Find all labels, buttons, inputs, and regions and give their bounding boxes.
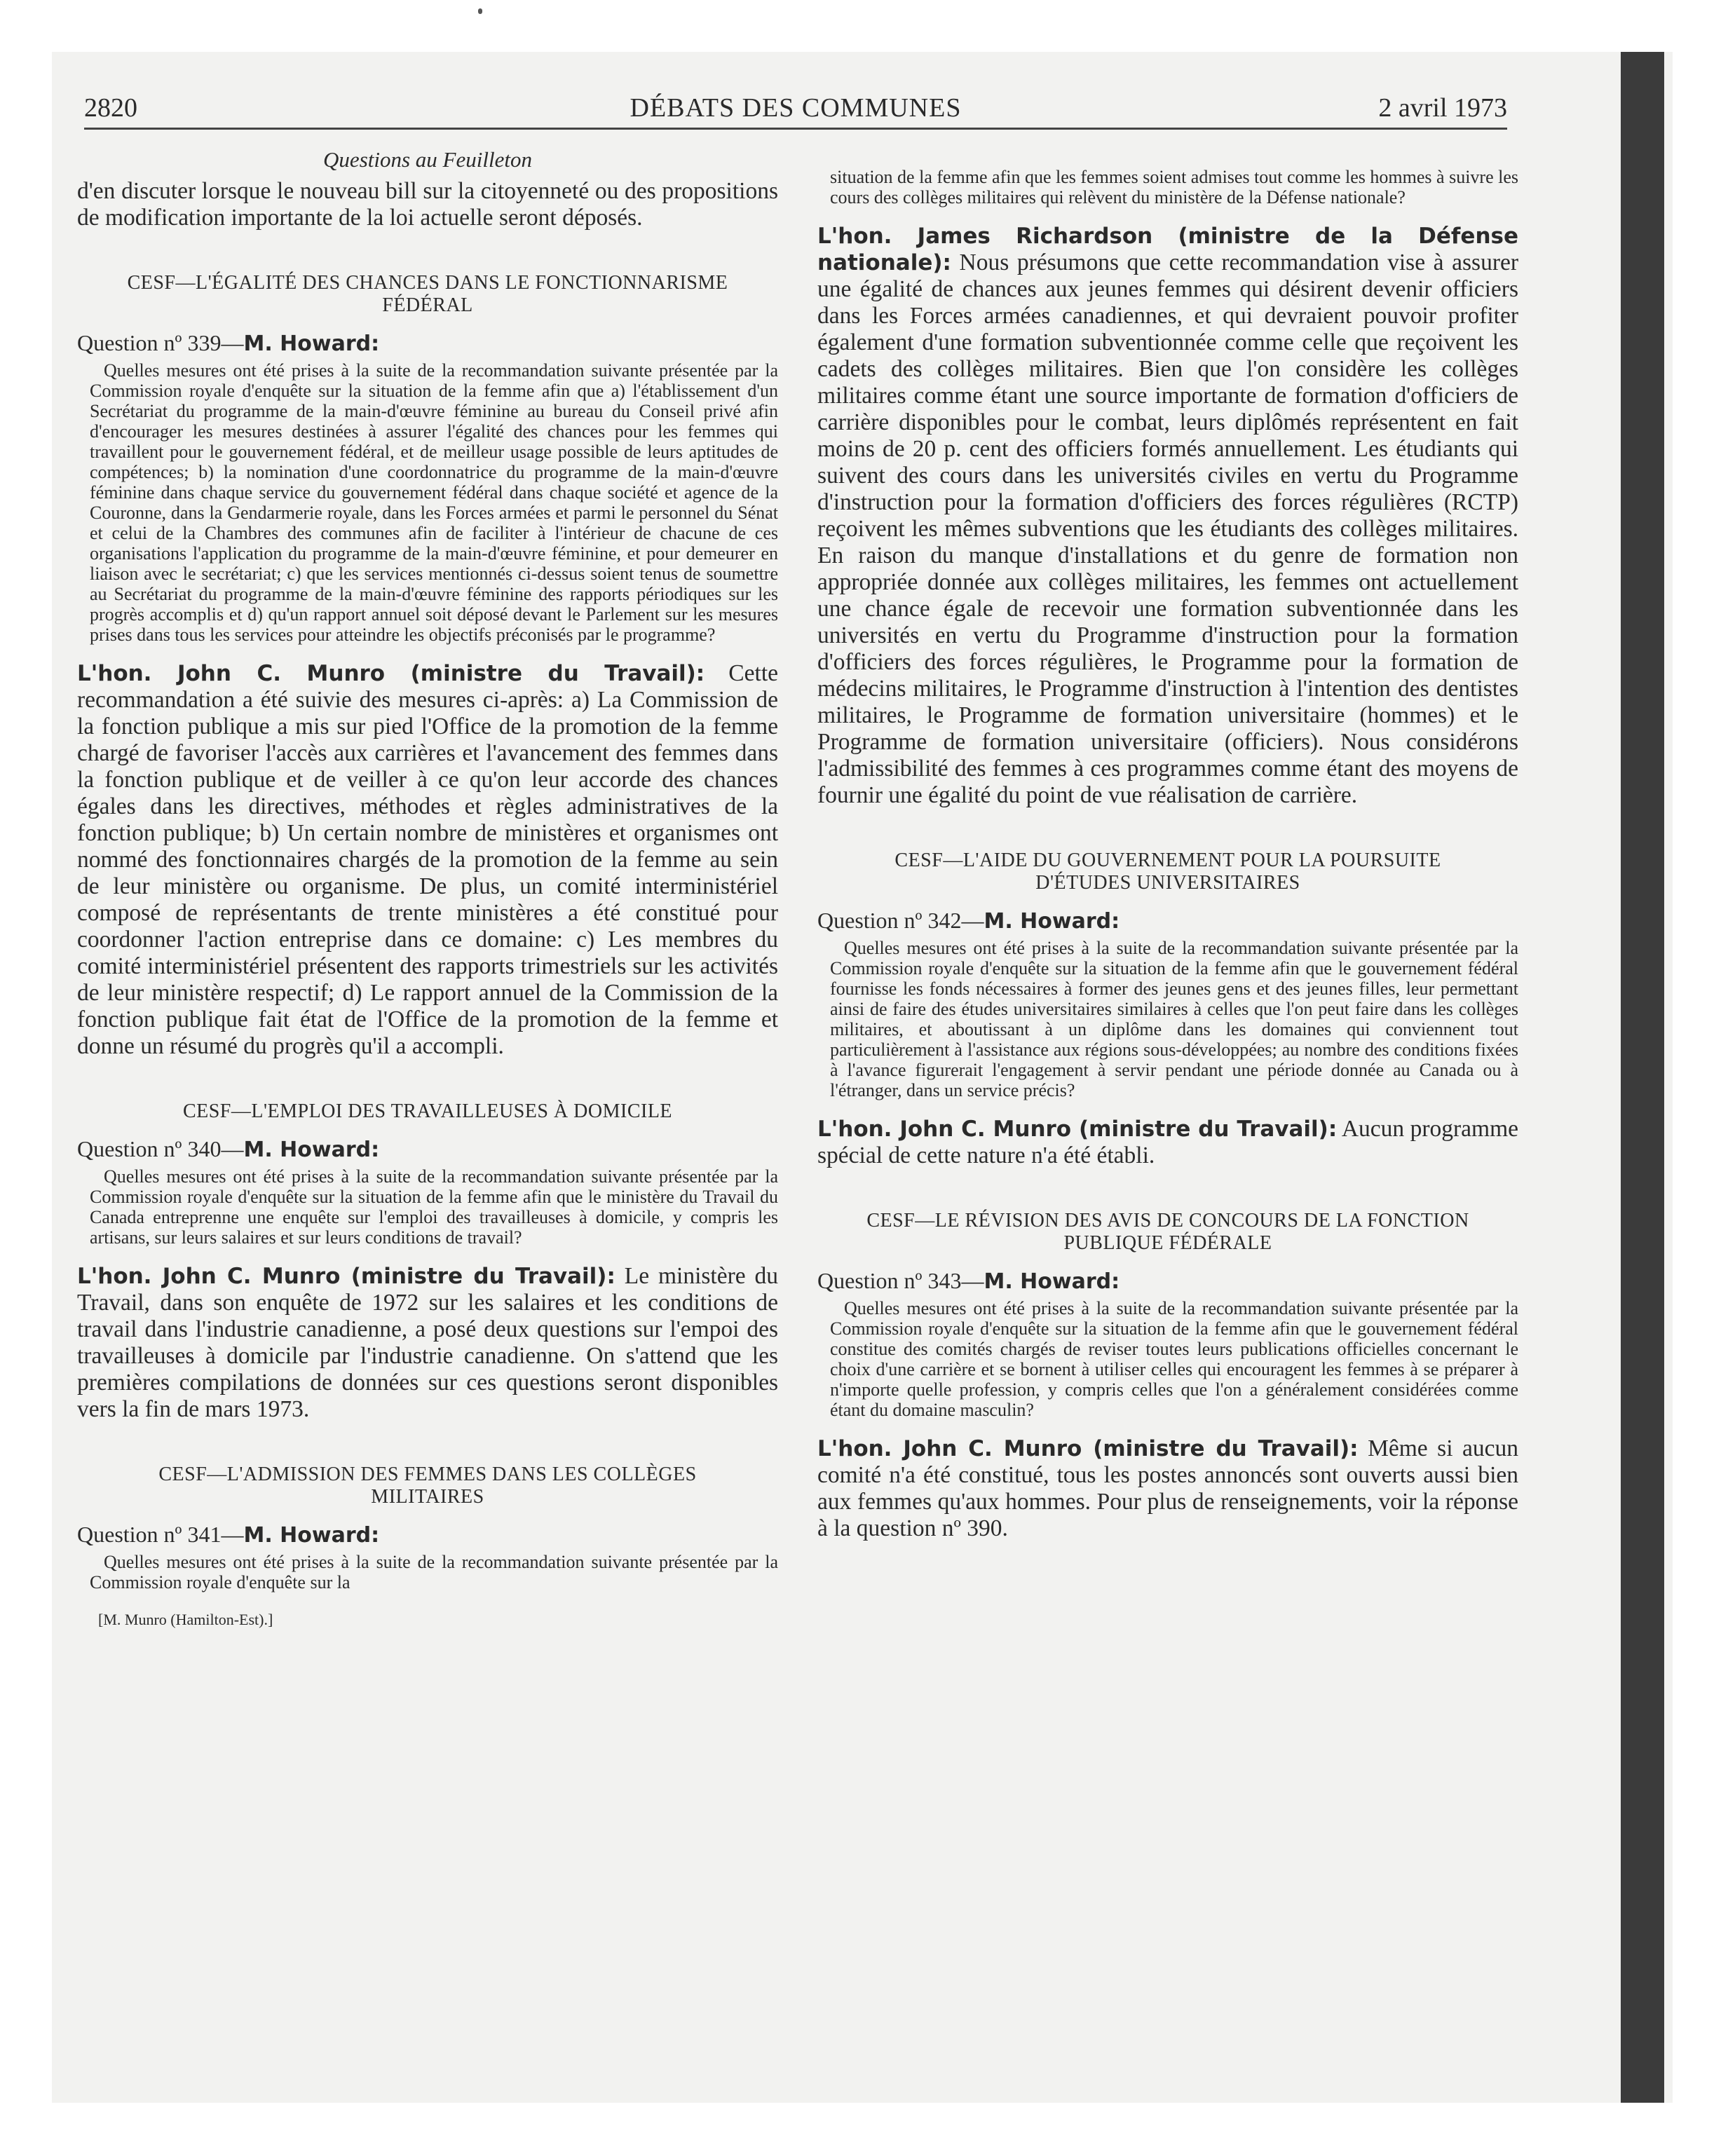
answer-text: Cette recommandation a été suivie des mesures ci-après: a) La Commission de la fonction publique a mis sur pied l'Office de la promotion de la femme chargé de favoriser l'accès aux carrières et l'avancement des femmes dans la fonction publique et de veiller à ce qu'on leur accorde des chances égales dans les directives, méthodes et règles administratives de la fonction publique; b) Un certain nombre de ministères et organismes ont nommé des fonctionnaires chargés de la promotion de la femme au sein de leur ministère ou organisme. De plus, un comité interministériel composé de représentants de trente ministères a été constitué pour coordonner l'action entreprise dans ce domaine: c) Les membres du comité interministériel présentent des rapports trimestriels sur les activités de leur ministère respectif; d) Le rapport annuel de la Commission de la fonction publique fait état de l'Office de la promotion de la femme et donne un résumé du progrès qu'il a accompli. [77,660,778,1059]
question-line-339 [77,329,778,357]
answer-text: Aucun programme spécial de cette nature n'a été établi. [817,1116,1518,1168]
question-text-341: Quelles mesures ont été prises à la suite de la recommandation suivante présentée par la Commission royale d'enquête sur la [90,1552,778,1592]
answer-343 [817,1435,1518,1542]
question-asker: M. Howard: [984,909,1120,934]
section-heading-339: CESF—L'ÉGALITÉ DES CHANCES DANS LE FONCTIONNARISME FÉDÉRAL [127,272,728,316]
right-column [817,147,1518,1542]
scan-edge-shadow [1621,52,1664,2103]
running-head: Questions au Feuilleton [323,147,532,172]
issue-date: 2 avril 1973 [1378,93,1507,123]
question-number: Question nº 343— [817,1268,984,1293]
question-asker: M. Howard: [984,1269,1120,1294]
answer-339 [77,660,778,1060]
answer-text: Nous présumons que cette recommandation vise à assurer une égalité de chances aux jeunes femmes qui désirent devenir officiers dans les Forces armées canadiennes, et qui devraient pouvoir profiter également d'une formation subventionnée comme celle que reçoivent les cadets des collèges militaires. Bien que l'on considère les collèges militaires comme étant une source importante de formation d'officiers de carrière disponibles pour le combat, leurs diplômés représentent en fait moins de 20 p. cent des officiers formés annuellement. Les étudiants qui suivent des cours dans les universités civiles en vertu du Programme d'instruction pour la formation d'officiers des forces régulières (RCTP) reçoivent les mêmes subventions que les étudiants des collèges militaires. En raison du manque d'installations et du genre de formation non appropriée donnée aux collèges militaires, les femmes ont actuellement une chance égale de recevoir une formation subventionnée dans les universités en vertu du Programme d'instruction pour la formation d'officiers des forces régulières, le Programme pour la formation de médecins militaires, le Programme d'instruction à l'intention des dentistes militaires, le Programme de formation universitaire (hommes) et le Programme de formation universitaire (officiers). Nous considérons l'admissibilité des femmes à ces programmes comme étant des moyens de fournir une égalité du point de vue réalisation de carrière. [817,250,1518,808]
left-column [77,147,778,1629]
question-number: Question nº 342— [817,908,984,933]
scan-speck [478,8,482,14]
answer-text: Le ministère du Travail, dans son enquête de 1972 sur les salaires et les conditions de travail dans l'industrie canadienne, a posé deux questions sur l'empoi des travailleuses à domicile par l'industrie canadienne. On s'attend que les premières compilations de données sur ces questions seront disponibles vers la fin de mars 1973. [77,1263,778,1422]
answer-text: Même si aucun comité n'a été constitué, tous les postes annoncés sont ouverts aussi bien aux femmes qu'aux hommes. Pour plus de renseignements, voir la réponse à la question nº 390. [817,1435,1518,1541]
question-line-342 [817,907,1518,935]
question-line-343 [817,1267,1518,1295]
section-heading-343: CESF—LE RÉVISION DES AVIS DE CONCOURS DE LA FONCTION PUBLIQUE FÉDÉRALE [866,1210,1469,1254]
section-heading-340: CESF—L'EMPLOI DES TRAVAILLEUSES À DOMICILE [182,1100,673,1122]
answer-speaker: L'hon. John C. Munro (ministre du Travail): [77,1264,615,1289]
answer-speaker: L'hon. John C. Munro (ministre du Travail): [817,1436,1359,1461]
question-text-343: Quelles mesures ont été prises à la suite de la recommandation suivante présentée par la Commission royale d'enquête sur la situation de la femme afin que le gouvernement fédéral constitue des comités chargés de reviser toutes leurs publications officielles concernant le choix d'une carrière et se bornent à utiliser celles qui encouragent les femmes à se préparer à n'importe quelle profession, y compris celles que l'on a généralement considérées comme étant du domaine masculin? [830,1298,1518,1420]
question-text-339: Quelles mesures ont été prises à la suite de la recommandation suivante présentée par la Commission royale d'enquête sur la situation de la femme afin que a) l'établissement d'un Secrétariat du programme de la main-d'œuvre féminine au bureau du Conseil privé afin d'encourager les mesures destinées à assurer l'égalité des chances pour les femmes qui travaillent pour le gouvernement fédéral, et de meilleur usage possible de leurs aptitudes de compétences; b) la nomination d'une coordonnatrice du programme de la main-d'œuvre féminine dans chaque service du gouvernement fédéral dans chaque société et agence de la Couronne, dans la Gendarmerie royale, dans les Forces armées et parmi le personnel du Sénat et celui de la Chambres des communes afin de faciliter à l'intérieur de chacune de ces organisations l'application du programme de la main-d'œuvre féminine, et pour demeurer en liaison avec le secrétariat; c) que les services mentionnés ci-dessus soient tenus de soumettre au Secrétariat du programme de la main-d'œuvre féminine des rapports périodiques sur les progrès accomplis et d) qu'un rapport annuel soit déposé devant le Parlement sur les mesures prises dans tous les services pour atteindre les objectifs préconisés par le programme? [90,360,778,645]
page-header [84,88,1507,130]
speaker-footer-note: [M. Munro (Hamilton-Est).] [98,1611,273,1628]
answer-speaker: L'hon. John C. Munro (ministre du Travail): [817,1117,1338,1142]
answer-speaker: L'hon. John C. Munro (ministre du Travail): [77,661,705,686]
question-line-341 [77,1521,778,1549]
question-asker: M. Howard: [243,332,380,356]
question-line-340 [77,1135,778,1164]
answer-340 [77,1263,778,1423]
section-heading-341: CESF—L'ADMISSION DES FEMMES DANS LES COLLÈGES MILITAIRES [158,1464,697,1508]
answer-341 [817,223,1518,809]
section-heading-342: CESF—L'AIDE DU GOUVERNEMENT POUR LA POURSUITE D'ÉTUDES UNIVERSITAIRES [894,850,1441,894]
question-text-342: Quelles mesures ont été prises à la suite de la recommandation suivante présentée par la Commission royale d'enquête sur la situation de la femme afin que le gouvernement fédéral fournisse les fonds nécessaires à former des jeunes gens et des jeunes filles, leur permettant ainsi de faire des études universitaires similaires à celles que l'on peut faire dans les collèges militaires, et aboutissant à un diplôme dans les domaines qui conviennent tout particulièrement à l'assistance aux régions sous-développées; au nombre des conditions fixées à l'avance figurerait l'engagement à servir pendant une période donnée au Canada ou à l'étranger, dans un service précis? [830,938,1518,1100]
page-number: 2820 [84,93,137,123]
answer-342 [817,1116,1518,1169]
question-number: Question nº 340— [77,1136,244,1161]
continuation-text: d'en discuter lorsque le nouveau bill sur la citoyenneté ou des propositions de modification importante de la loi actuelle seront déposés. [77,178,778,231]
journal-title: DÉBATS DES COMMUNES [630,93,962,123]
question-asker: M. Howard: [243,1523,380,1548]
answer-speaker: L'hon. James Richardson (ministre de la Défense nationale): [817,224,1518,275]
question-asker: M. Howard: [243,1138,380,1162]
question-number: Question nº 341— [77,1522,244,1547]
question-number: Question nº 339— [77,330,244,355]
question-text-341-continued: situation de la femme afin que les femmes soient admises tout comme les hommes à suivre les cours des collèges militaires qui relèvent du ministère de la Défense nationale? [830,167,1518,207]
question-text-340: Quelles mesures ont été prises à la suite de la recommandation suivante présentée par la Commission royale d'enquête sur la situation de la femme afin que le ministère du Travail du Canada entreprenne une enquête sur l'emploi des travailleuses à domicile, y compris les artisans, sur leurs salaires et sur leurs conditions de travail? [90,1166,778,1248]
